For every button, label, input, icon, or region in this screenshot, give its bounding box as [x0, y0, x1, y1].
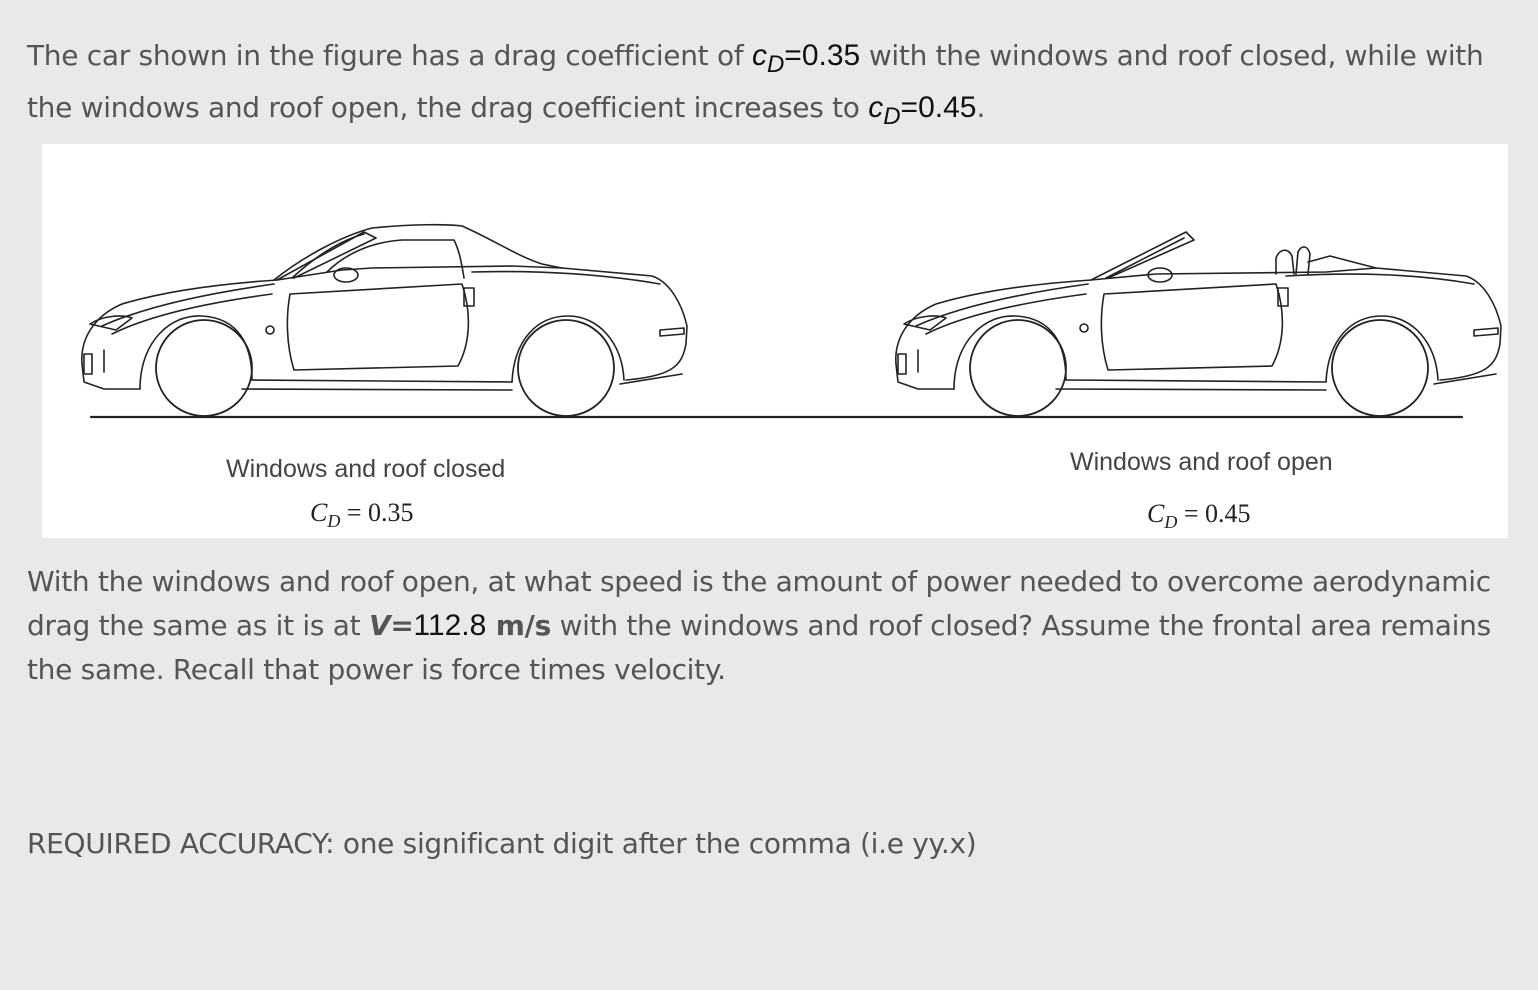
intro-text-before: The car shown in the figure has a drag coefficient of — [27, 39, 752, 72]
velocity-value: 112.8 — [413, 609, 487, 642]
left-cd-symbol: C — [310, 498, 328, 527]
cd-subscript-2: D — [883, 103, 901, 130]
intro-text-mid: with the windows and roof closed, while with the windows and roof open, the drag coefficient increases to — [27, 39, 1484, 124]
cd-subscript: D — [766, 51, 785, 78]
cd-symbol: c — [751, 39, 767, 72]
left-cd-label — [310, 498, 414, 532]
intro-text-end: . — [976, 91, 986, 124]
velocity-unit: m/s — [486, 609, 551, 642]
left-cd-sub: D — [327, 511, 341, 532]
car-open-illustration — [896, 232, 1501, 416]
right-cd-label — [1147, 499, 1251, 533]
question-paragraph — [27, 560, 1507, 692]
right-caption: Windows and roof open — [1070, 448, 1333, 476]
right-cd-symbol: C — [1147, 499, 1165, 528]
car-closed-illustration — [82, 225, 687, 416]
cd-closed-value: =0.35 — [784, 39, 861, 72]
cd-open-expression — [868, 91, 977, 130]
left-caption: Windows and roof closed — [226, 455, 506, 483]
right-cd-sub: D — [1164, 512, 1178, 533]
right-cd-value: = 0.45 — [1177, 499, 1251, 528]
accuracy-note: REQUIRED ACCURACY: one significant digit after the comma (i.e yy.x) — [27, 827, 977, 860]
question-text-after: with the windows and roof closed? Assume the frontal area remains the same. Recall that power is force times velocity. — [27, 609, 1491, 686]
question-text-before: With the windows and roof open, at what speed is the amount of power needed to overcome aerodynamic drag the same as it is at — [27, 565, 1491, 642]
velocity-eq: = — [390, 609, 414, 642]
cd-closed-expression — [751, 39, 861, 78]
cd-open-value: =0.45 — [900, 91, 977, 124]
cd-symbol-2: c — [868, 91, 884, 124]
car-figure — [42, 144, 1508, 538]
intro-paragraph — [27, 30, 1507, 134]
velocity-symbol: V — [368, 609, 391, 642]
left-cd-value: = 0.35 — [340, 498, 414, 527]
